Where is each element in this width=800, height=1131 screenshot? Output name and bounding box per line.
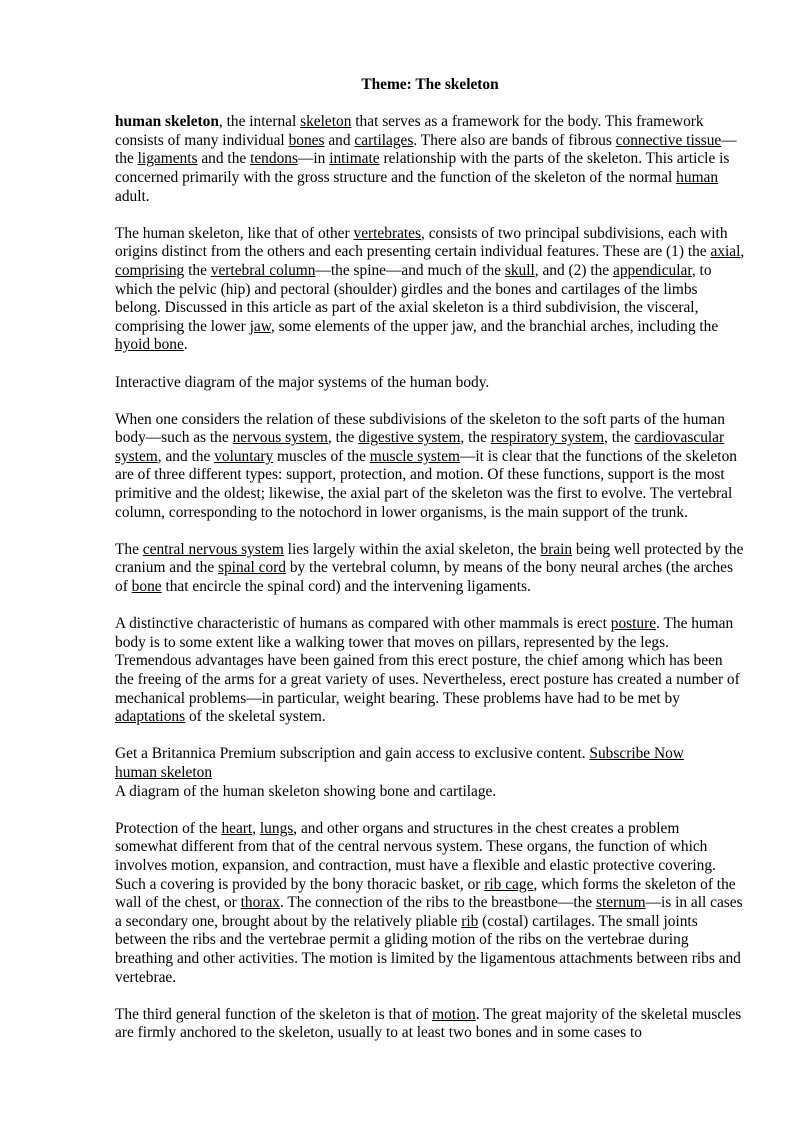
link-muscle-system[interactable]: muscle system [369,447,460,465]
link-brain[interactable]: brain [540,540,573,558]
link-axial[interactable]: axial [710,243,741,261]
link-tendons[interactable]: tendons [250,150,298,168]
link-appendicular[interactable]: appendicular [612,261,692,279]
image-link-line [115,764,745,783]
paragraph-subdivisions: The human skeleton, like that of other vertebrates, consists of two principal subdivisions, each with origins distinct from the others and each presenting certain individual features. These are (1) the axial, comprising the vertebral column—the spine—and much of the skull, and (2) the appendicular, to which the pelvic (hip) and pectoral (shoulder) girdles and the bones and cartilages of the limbs belong. Discussed in this article as part of the axial skeleton is a third subdivision, the visceral, comprising the lower jaw, some elements of the upper jaw, and the branchial arches, including the hyoid bone. [115,224,745,354]
link-cardiovascular-system[interactable]: cardiovascular system [115,429,725,465]
paragraph-functions: When one considers the relation of these subdivisions of the skeleton to the soft parts of the human body—such as the nervous system, the digestive system, the respiratory system, the cardiovascular system, and the voluntary muscles of the muscle system—it is clear that the functions of the skeleton are of three different types: support, protection, and motion. Of these functions, support is the most primitive and the oldest; likewise, the axial part of the skeleton was the first to evolve. The vertebral column, corresponding to the notochord in lower organisms, is the main support of the trunk. [115,410,737,521]
link-digestive-system[interactable]: digestive system [358,429,461,447]
link-intimate[interactable]: intimate [329,150,380,168]
link-nervous-system[interactable]: nervous system [232,429,328,447]
link-human[interactable]: human [676,168,719,186]
link-heart[interactable]: heart [221,819,253,837]
document-page [115,76,745,1061]
link-adaptations[interactable]: adaptations [115,708,186,726]
paragraph-diagram-caption: Interactive diagram of the major systems of the human body. [115,373,490,391]
paragraph-motion: The third general function of the skeleton is that of motion. The great majority of the skeletal muscles are firmly anchored to the skeleton, usually to at least two bones and in some cases to [115,1005,742,1042]
link-sternum[interactable]: sternum [595,894,646,912]
link-voluntary[interactable]: voluntary [214,447,274,465]
link-rib[interactable]: rib [461,912,479,930]
link-skull[interactable]: skull [504,261,535,279]
link-lungs[interactable]: lungs [259,819,294,837]
promo-line: Get a Britannica Premium subscription and gain access to exclusive content. Subscribe Now [115,745,684,763]
paragraph-protection: Protection of the heart, lungs, and other organs and structures in the chest creates a problem somewhat different from that of the central nervous system. These organs, the function of which involves motion, expansion, and contraction, must have a flexible and elastic protective covering. Such a covering is provided by the bony thoracic basket, or rib cage, which forms the skeleton of the wall of the chest, or thorax. The connection of the ribs to the breastbone—the sternum—is in all cases a secondary one, brought about by the relatively pliable rib (costal) cartilages. The small joints between the ribs and the vertebrae permit a gliding motion of the ribs on the vertebrae during breathing and other activities. The motion is limited by the ligamentous attachments between ribs and vertebrae. [115,819,743,986]
link-ligaments[interactable]: ligaments [137,150,198,168]
link-spinal-cord[interactable]: spinal cord [218,559,286,577]
link-hyoid-bone[interactable]: hyoid bone [115,336,184,354]
image-caption: A diagram of the human skeleton showing bone and cartilage. [115,782,497,800]
link-bones[interactable]: bones [288,131,325,149]
link-thorax[interactable]: thorax [240,894,280,912]
paragraph-intro: human skeleton, the internal skeleton that serves as a framework for the body. This framework consists of many individual bones and cartilages. There also are bands of fibrous connective tissue—the ligaments and the tendons—in intimate relationship with the parts of the skeleton. This article is concerned primarily with the gross structure and the function of the skeleton of the normal human adult. [115,113,737,205]
link-respiratory-system[interactable]: respiratory system [490,429,605,447]
link-comprising[interactable]: comprising [115,261,185,279]
lead-term: human skeleton [115,113,219,131]
link-skeleton[interactable]: skeleton [300,113,352,131]
link-rib-cage[interactable]: rib cage [484,875,534,893]
link-motion[interactable]: motion [432,1005,476,1023]
link-jaw[interactable]: jaw [249,317,271,335]
paragraph-central-nervous-system: The central nervous system lies largely within the axial skeleton, the brain being well protected by the cranium and the spinal cord by the vertebral column, by means of the bony neural arches (the arches of bone that encircle the spinal cord) and the intervening ligaments. [115,540,744,596]
link-bone[interactable]: bone [131,578,162,596]
paragraph-posture: A distinctive characteristic of humans as compared with other mammals is erect posture. The human body is to some extent like a walking tower that moves on pillars, represented by the legs. Tremendous advantages have been gained from this erect posture, the chief among which has been the freeing of the arms for a great variety of uses. Nevertheless, erect posture has created a number of mechanical problems—in particular, weight bearing. These problems have had to be met by adaptations of the skeletal system. [115,615,740,726]
subscribe-now-link[interactable]: Subscribe Now [589,745,684,763]
link-central-nervous-system[interactable]: central nervous system [142,540,284,558]
page-title: Theme: The skeleton [361,76,499,93]
human-skeleton-image-link[interactable]: human skeleton [115,763,213,781]
link-posture[interactable]: posture [610,615,657,633]
link-vertebral-column[interactable]: vertebral column [210,261,316,279]
link-cartilages[interactable]: cartilages [354,131,414,149]
link-connective-tissue[interactable]: connective tissue [615,131,722,149]
link-vertebrates[interactable]: vertebrates [353,224,422,242]
